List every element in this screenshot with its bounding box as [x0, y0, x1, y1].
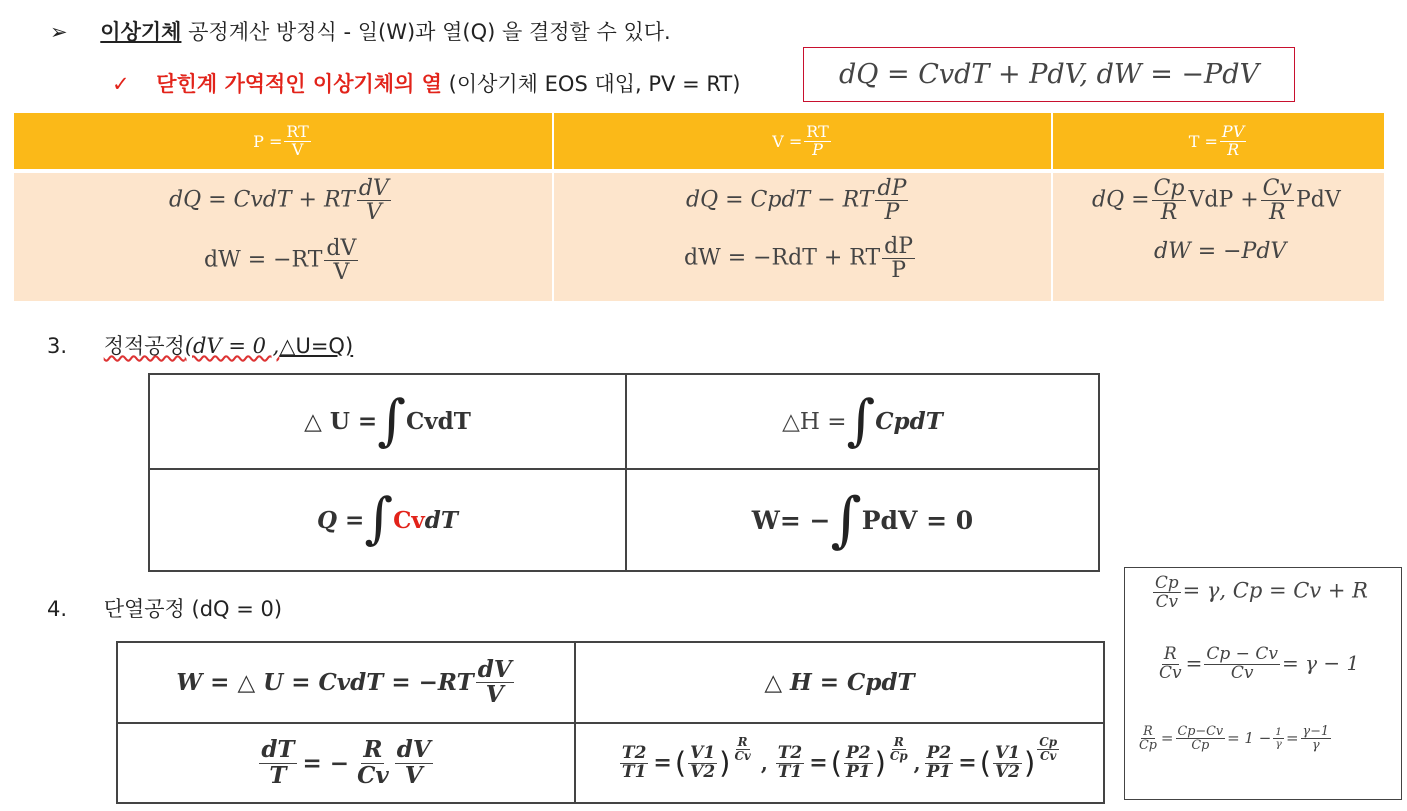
eos-dq-v: dQ = CpdT − RT $\frac{dP}{P}$ [686, 176, 907, 226]
section3-table [148, 373, 1100, 572]
eos-dw-t: dW = −PdV [1154, 239, 1287, 264]
side-line-2: $\frac{R}{Cv}$ = $\frac{Cp - Cv}{Cv}$ = γ − 1 [1159, 644, 1360, 683]
eos-dw-p: dW = −RT $\frac{dV}{V}$ [204, 236, 357, 286]
eos-dq-t: dQ = $\frac{Cp}{R}$ VdP + $\frac{Cv}{R}$ PdV [1092, 176, 1341, 226]
bullet-arrow-icon: ➢ [50, 20, 68, 44]
section4-table [116, 641, 1105, 804]
section3-heading [47, 330, 353, 360]
s4-ratio-cell: $\frac{T2}{T1}$ = ( $\frac{V1}{V2}$ ) $\frac{R}{Cv}$ , $\frac{T2}{T1}$ = ( $\frac{P2}{P1}$ ) $\frac{R}{Cp}$ , $\frac{P2}{P1}$ = ( $\frac{V1}{V2}$ ) $\frac{Cp}{Cv}$ [621, 735, 1058, 782]
side-formula-box [1124, 567, 1402, 800]
heading-text: 공정계산 방정식 - 일(W)과 열(Q) 을 결정할 수 있다. [181, 20, 671, 44]
section3-cond2: △U=Q) [279, 334, 354, 358]
side-line-3: $\frac{R}{Cp}$ = $\frac{Cp-Cv}{Cp}$ = 1 − $\frac{1}{\gamma}$ = $\frac{\gamma-1}{\gamma}$ [1139, 724, 1329, 754]
eos-header-p: P = $\frac{RT}{V}$ [14, 113, 552, 169]
integral-symbol: ∫ [846, 388, 876, 453]
s3-dh-cell: △H = ∫ CpdT [782, 388, 943, 453]
section4-title: 단열공정 [103, 597, 185, 621]
s3-q-cell: Q = ∫ Cv dT [317, 487, 458, 552]
section4-cond: (dQ = 0) [184, 597, 283, 621]
eos-header-t: T = $\frac{PV}{R}$ [1053, 113, 1384, 169]
s4-dh-cell: △ H = CpdT [764, 669, 915, 696]
subheading-black: (이상기체 EOS 대입, PV = RT) [441, 72, 741, 96]
subheading-red: 닫힌계 가역적인 이상기체의 열 [156, 72, 442, 96]
eos-body-col2 [554, 173, 1051, 301]
integral-symbol: ∫ [377, 388, 406, 453]
section3-number: 3. [47, 334, 68, 358]
integral-symbol: ∫ [830, 485, 862, 555]
equation-box-text: dQ = CvdT + PdV, dW = −PdV [839, 59, 1259, 90]
side-line-1: $\frac{Cp}{Cv}$ = γ, Cp = Cv + R [1155, 572, 1368, 611]
section4-heading [47, 593, 282, 623]
integral-symbol: ∫ [364, 487, 394, 552]
eos-header-v: V = $\frac{RT}{P}$ [554, 113, 1051, 169]
s4-dt-cell: $\frac{dT}{T}$ = − $\frac{R}{Cv}$ $\frac{dV}{V}$ [261, 736, 431, 789]
s3-w-cell: W= − ∫ PdV = 0 [751, 485, 974, 555]
s3-du-cell: △ U = ∫ CvdT [304, 388, 471, 453]
section3-cond: (dV = 0 , [184, 334, 280, 358]
eos-dw-v: dW = −RdT + RT $\frac{dP}{P}$ [684, 234, 914, 284]
heading-line [50, 16, 671, 46]
s4-w-cell: W = △ U = CvdT = −RT $\frac{dV}{V}$ [176, 655, 512, 708]
section3-title: 정적공정 [103, 334, 185, 358]
eos-table [14, 113, 1384, 301]
section4-number: 4. [47, 597, 68, 621]
check-icon: ✓ [112, 72, 130, 96]
eos-body-col1 [14, 173, 552, 301]
eos-dq-p: dQ = CvdT + RT $\frac{dV}{V}$ [169, 176, 389, 226]
heading-keyword: 이상기체 [100, 20, 182, 44]
eos-body-col3 [1053, 173, 1384, 301]
subheading-line [112, 68, 740, 98]
equation-box [803, 47, 1295, 102]
